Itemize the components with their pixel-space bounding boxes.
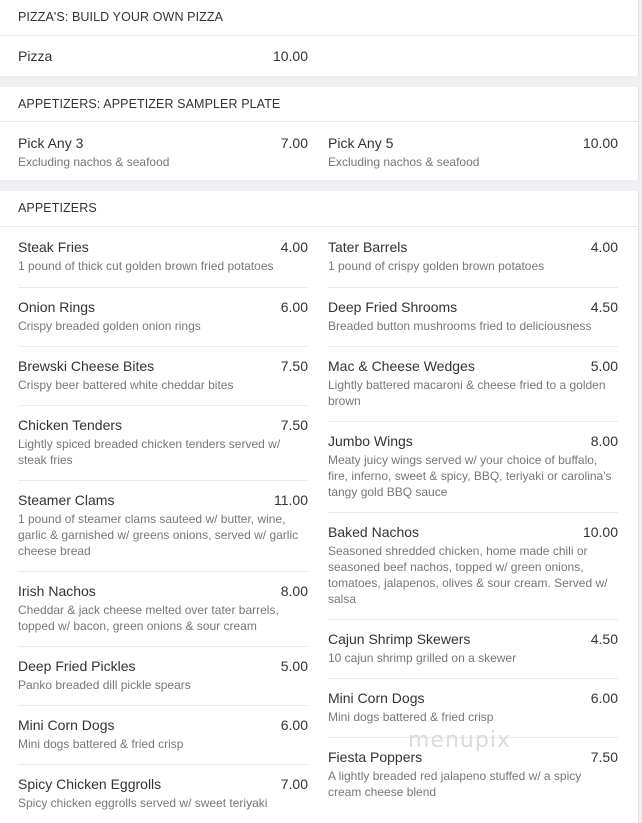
watermark-logo: menupix bbox=[408, 728, 511, 753]
item-description: Crispy breaded golden onion rings bbox=[18, 319, 201, 333]
item-description: Spicy chicken eggrolls served w/ sweet teriyaki bbox=[18, 796, 268, 810]
menu-item bbox=[18, 646, 308, 705]
item-name: Deep Fried Shrooms bbox=[328, 299, 458, 315]
sampler-section bbox=[0, 87, 639, 180]
menu-item bbox=[18, 764, 308, 813]
item-price: 10.00 bbox=[272, 48, 308, 64]
menu-item bbox=[328, 421, 618, 512]
item-description: Mini dogs battered & fried crisp bbox=[18, 737, 184, 751]
item-price: 5.00 bbox=[280, 658, 308, 674]
item-name: Deep Fried Pickles bbox=[18, 658, 136, 674]
item-price: 7.50 bbox=[280, 417, 308, 433]
menu-item bbox=[18, 238, 308, 287]
item-description: Lightly spiced breaded chicken tenders served w/ steak fries bbox=[18, 437, 281, 467]
item-price: 5.00 bbox=[590, 358, 618, 374]
item-name: Baked Nachos bbox=[328, 524, 420, 540]
item-description: 1 pound of crispy golden brown potatoes bbox=[328, 259, 545, 273]
item-description: Meaty juicy wings served w/ your choice of buffalo, fire, inferno, sweet & spicy, BBQ, teriyaki or carolina's tangy gold BBQ sauce bbox=[328, 453, 612, 499]
item-name: Mac & Cheese Wedges bbox=[328, 358, 475, 374]
menu-item bbox=[18, 346, 308, 405]
sampler-right-column bbox=[328, 134, 618, 174]
menu-item bbox=[328, 346, 618, 421]
item-price: 7.50 bbox=[590, 749, 618, 765]
pizza-section bbox=[0, 0, 639, 76]
appetizers-section bbox=[0, 191, 639, 823]
item-price: 10.00 bbox=[582, 524, 618, 540]
item-price: 4.50 bbox=[590, 299, 618, 315]
item-description: Excluding nachos & seafood bbox=[328, 155, 480, 169]
item-name: Spicy Chicken Eggrolls bbox=[18, 776, 162, 792]
item-price: 6.00 bbox=[590, 690, 618, 706]
menu-item bbox=[18, 705, 308, 764]
item-price: 8.00 bbox=[590, 433, 618, 449]
item-description: A lightly breaded red jalapeno stuffed w/ a spicy cream cheese blend bbox=[328, 769, 582, 799]
item-description: Crispy beer battered white cheddar bites bbox=[18, 378, 234, 392]
item-description: Cheddar & jack cheese melted over tater barrels, topped w/ bacon, green onions & sour cream bbox=[18, 603, 279, 633]
menu-item bbox=[328, 134, 618, 174]
menu-item bbox=[328, 678, 618, 737]
item-name: Pick Any 3 bbox=[18, 135, 84, 151]
item-description: Breaded button mushrooms fried to deliciousness bbox=[328, 319, 592, 333]
item-price: 4.50 bbox=[590, 631, 618, 647]
item-description: Mini dogs battered & fried crisp bbox=[328, 710, 494, 724]
appetizers-left-column bbox=[18, 238, 308, 813]
item-name: Irish Nachos bbox=[18, 583, 96, 599]
menu-item bbox=[328, 238, 618, 287]
item-description: Panko breaded dill pickle spears bbox=[18, 678, 191, 692]
menu-item bbox=[18, 287, 308, 346]
item-name: Cajun Shrimp Skewers bbox=[328, 631, 471, 647]
item-price: 7.00 bbox=[280, 135, 308, 151]
item-price: 8.00 bbox=[280, 583, 308, 599]
menu-item bbox=[18, 405, 308, 480]
item-name: Onion Rings bbox=[18, 299, 96, 315]
item-description: 1 pound of steamer clams sauteed w/ butter, wine, garlic & garnished w/ greens onions, served w/ garlic cheese bread bbox=[18, 512, 299, 558]
section-header: APPETIZERS bbox=[0, 191, 638, 227]
item-price: 7.00 bbox=[280, 776, 308, 792]
section-header: PIZZA'S: BUILD YOUR OWN PIZZA bbox=[0, 0, 638, 36]
item-description: 1 pound of thick cut golden brown fried potatoes bbox=[18, 259, 274, 273]
appetizers-right-column bbox=[328, 238, 618, 802]
menu-item bbox=[18, 480, 308, 571]
item-description: Seasoned shredded chicken, home made chili or seasoned beef nachos, topped w/ green onions, tomatoes, jalapenos, olives & sour cream. Served w/ salsa bbox=[328, 544, 608, 606]
item-name: Fiesta Poppers bbox=[328, 749, 423, 765]
item-price: 7.50 bbox=[280, 358, 308, 374]
item-name: Mini Corn Dogs bbox=[328, 690, 425, 706]
section-header: APPETIZERS: APPETIZER SAMPLER PLATE bbox=[0, 87, 638, 122]
item-name: Chicken Tenders bbox=[18, 417, 123, 433]
item-price: 4.00 bbox=[280, 239, 308, 255]
item-price: 10.00 bbox=[582, 135, 618, 151]
item-description: Excluding nachos & seafood bbox=[18, 155, 170, 169]
pizza-column bbox=[18, 47, 308, 71]
menu-item bbox=[328, 737, 618, 802]
item-description: 10 cajun shrimp grilled on a skewer bbox=[328, 651, 517, 665]
item-name: Pizza bbox=[18, 48, 53, 64]
item-price: 4.00 bbox=[590, 239, 618, 255]
item-name: Tater Barrels bbox=[328, 239, 408, 255]
item-price: 6.00 bbox=[280, 299, 308, 315]
item-name: Jumbo Wings bbox=[328, 433, 413, 449]
item-name: Mini Corn Dogs bbox=[18, 717, 115, 733]
item-price: 11.00 bbox=[274, 492, 308, 508]
item-name: Brewski Cheese Bites bbox=[18, 358, 155, 374]
item-price: 6.00 bbox=[280, 717, 308, 733]
menu-item bbox=[328, 619, 618, 678]
menu-item bbox=[328, 287, 618, 346]
item-description: Lightly battered macaroni & cheese fried to a golden brown bbox=[328, 378, 606, 408]
item-name: Pick Any 5 bbox=[328, 135, 394, 151]
menu-item bbox=[328, 512, 618, 619]
item-name: Steamer Clams bbox=[18, 492, 115, 508]
sampler-left-column bbox=[18, 134, 308, 174]
menu-item bbox=[18, 134, 308, 174]
menu-item bbox=[18, 47, 308, 71]
item-name: Steak Fries bbox=[18, 239, 89, 255]
menu-item bbox=[18, 571, 308, 646]
